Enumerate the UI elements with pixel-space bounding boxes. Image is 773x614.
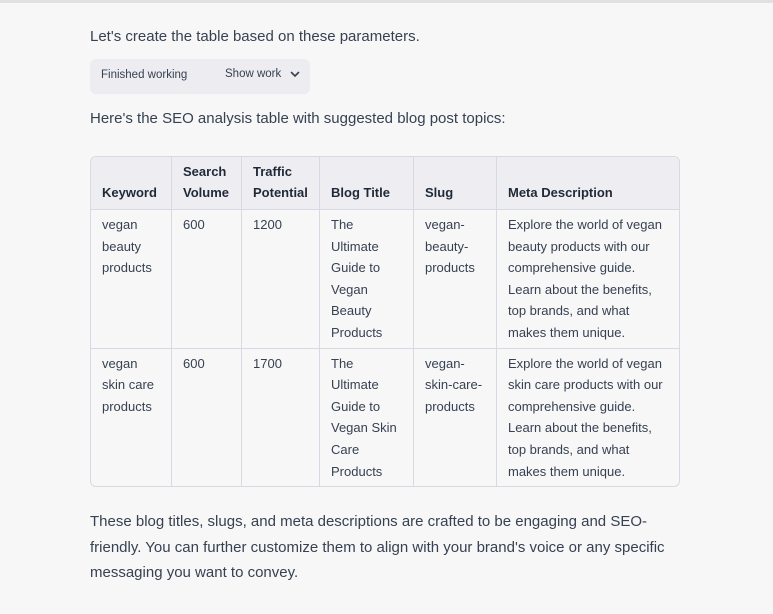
- seo-table: [90, 156, 680, 487]
- header-slug: Slug: [414, 157, 497, 210]
- chevron-down-icon: [289, 68, 301, 80]
- table-row: [91, 349, 679, 487]
- show-work-label: Show work: [225, 68, 282, 80]
- cell-slug: vegan-skin-care-products: [414, 349, 497, 487]
- cell-traffic-potential: 1700: [242, 349, 320, 487]
- table-header-row: [91, 157, 679, 210]
- cell-search-volume: 600: [172, 349, 242, 487]
- cell-keyword: vegan beauty products: [91, 210, 172, 349]
- header-meta-description: Meta Description: [497, 157, 679, 210]
- work-status-pill: [90, 59, 310, 94]
- header-search-volume: Search Volume: [172, 157, 242, 210]
- cell-slug: vegan-beauty-products: [414, 210, 497, 349]
- work-status-label: Finished working: [101, 69, 188, 81]
- table-row: [91, 210, 679, 349]
- intro-text: Let's create the table based on these parameters.: [90, 28, 420, 45]
- cell-meta-description: Explore the world of vegan skin care products with our comprehensive guide. Learn about the benefits, top brands, and what makes them unique.: [508, 355, 663, 479]
- top-divider: [0, 0, 773, 3]
- show-work-button[interactable]: [225, 68, 301, 80]
- header-keyword: Keyword: [91, 157, 172, 210]
- cell-blog-title: The Ultimate Guide to Vegan Skin Care Products: [320, 349, 414, 487]
- cell-keyword: vegan skin care products: [91, 349, 172, 487]
- cell-search-volume: 600: [172, 210, 242, 349]
- cell-blog-title: The Ultimate Guide to Vegan Beauty Products: [320, 210, 414, 349]
- header-blog-title: Blog Title: [320, 157, 414, 210]
- cell-meta-description: Explore the world of vegan beauty products with our comprehensive guide. Learn about the benefits, top brands, and what makes them unique.: [497, 210, 679, 349]
- cell-traffic-potential: 1200: [242, 210, 320, 349]
- outro-text: These blog titles, slugs, and meta descriptions are crafted to be engaging and SEO-friendly. You can further customize them to align with your brand's voice or any specific messaging you want to convey.: [90, 513, 665, 581]
- lead-text: Here's the SEO analysis table with suggested blog post topics:: [90, 110, 506, 127]
- header-traffic-potential: Traffic Potential: [242, 157, 320, 210]
